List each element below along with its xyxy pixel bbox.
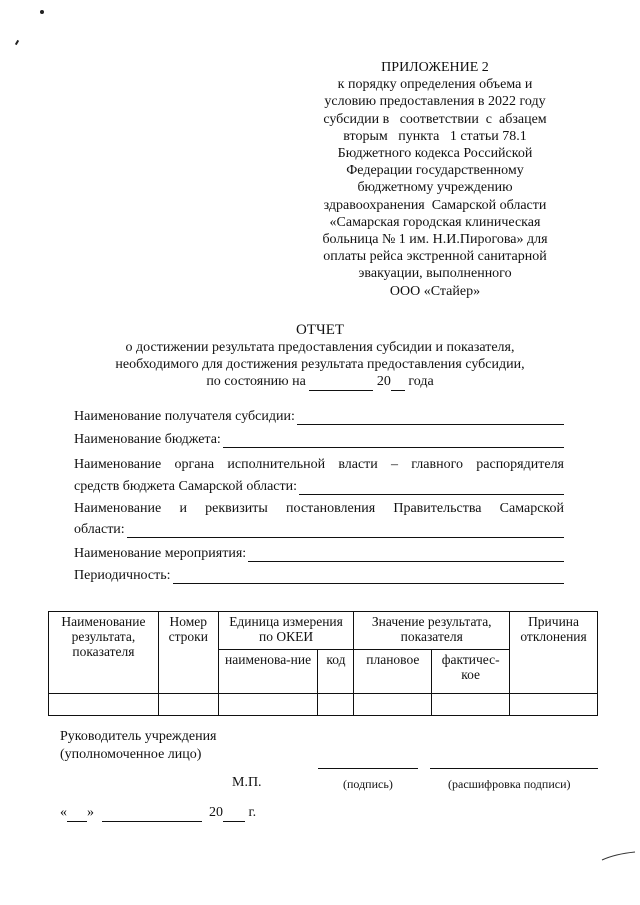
appendix-line: ПРИЛОЖЕНИЕ 2	[381, 60, 489, 75]
budget-label: Наименование бюджета:	[74, 432, 221, 447]
budget-blank[interactable]	[223, 433, 564, 448]
decoding-caption: (расшифровка подписи)	[448, 777, 571, 791]
authority-field[interactable]	[74, 479, 564, 495]
authority-label-line1: Наименование органа исполнительной власти – главного распорядителя	[74, 457, 564, 472]
header-value: Значение результата, показателя	[354, 612, 510, 650]
authority-blank[interactable]	[299, 480, 564, 495]
appendix-line: «Самарская городская клиническая	[329, 214, 541, 230]
periodicity-field[interactable]	[74, 568, 564, 584]
resolution-blank[interactable]	[127, 523, 564, 538]
scan-mark	[600, 848, 640, 868]
appendix-line: к порядку определения объема и	[337, 77, 533, 93]
report-date-suffix: года	[408, 374, 434, 389]
resolution-field[interactable]	[74, 522, 564, 538]
stamp-label: М.П.	[232, 775, 262, 790]
report-date-year: 20	[376, 374, 391, 389]
appendix-line: условию предоставления в 2022 году	[324, 94, 546, 110]
periodicity-label: Периодичность:	[74, 568, 171, 583]
date-month-blank[interactable]	[102, 805, 202, 822]
header-value-planned: плановое	[354, 650, 432, 694]
signature-caption: (подпись)	[343, 777, 393, 791]
decoding-blank[interactable]	[430, 768, 598, 769]
authority-label-line2: средств бюджета Самарской области:	[74, 479, 298, 494]
report-title: ОТЧЕТ	[295, 322, 345, 338]
budget-field[interactable]	[74, 432, 564, 448]
appendix-line: вторым пункта 1 статьи 78.1	[343, 128, 527, 144]
event-field[interactable]	[74, 546, 564, 562]
table-cell[interactable]	[49, 694, 159, 716]
appendix-line: эвакуации, выполненного	[358, 266, 512, 282]
date-line	[60, 805, 256, 822]
recipient-blank[interactable]	[297, 410, 564, 425]
table-cell[interactable]	[318, 694, 354, 716]
header-result: Наименование результата, показателя	[49, 612, 159, 694]
table-cell[interactable]	[432, 694, 510, 716]
appendix-line: Федерации государственному	[346, 163, 524, 179]
header-value-actual: фактичес-кое	[432, 650, 510, 694]
date-suffix: г.	[248, 805, 257, 820]
header-unit-name: наименова-ние	[218, 650, 318, 694]
report-date-line	[60, 373, 580, 391]
appendix-line: больница № 1 им. Н.И.Пирогова» для	[322, 232, 548, 248]
table-cell[interactable]	[218, 694, 318, 716]
report-subtitle-line: о достижении результата предоставления субсидии и показателя,	[125, 340, 515, 355]
appendix-line: здравоохранения Самарской области	[323, 197, 547, 213]
table-cell[interactable]	[510, 694, 598, 716]
header-reason: Причина отклонения	[510, 612, 598, 694]
head-label-line1: Руководитель учреждения	[60, 729, 217, 744]
report-subtitle	[60, 339, 580, 391]
date-year-blank[interactable]	[223, 805, 245, 822]
scan-mark	[15, 40, 19, 45]
appendix-line: оплаты рейса экстренной санитарной	[323, 249, 547, 265]
header-unit: Единица измерения по ОКЕИ	[218, 612, 354, 650]
report-subtitle-line: необходимого для достижения результата предоставления субсидии,	[115, 357, 525, 372]
periodicity-blank[interactable]	[173, 569, 564, 584]
table-row[interactable]	[49, 694, 598, 716]
resolution-label-line1: Наименование и реквизиты постановления Правительства Самарской	[74, 501, 564, 516]
header-row-number: Номер строки	[158, 612, 218, 694]
resolution-label-line2: области:	[74, 522, 125, 537]
report-year-blank[interactable]	[391, 373, 405, 391]
table-header-row	[49, 612, 598, 650]
appendix-line: бюджетному учреждению	[357, 180, 513, 196]
head-label-line2: (уполномоченное лицо)	[60, 747, 202, 762]
appendix-line: Бюджетного кодекса Российской	[337, 146, 533, 162]
table-cell[interactable]	[158, 694, 218, 716]
report-date-blank[interactable]	[309, 373, 373, 391]
recipient-label: Наименование получателя субсидии:	[74, 409, 295, 424]
appendix-line: ООО «Стайер»	[389, 283, 481, 299]
recipient-field[interactable]	[74, 409, 564, 425]
event-label: Наименование мероприятия:	[74, 546, 247, 561]
date-day-blank[interactable]	[67, 805, 87, 822]
date-close-quote: »	[87, 805, 94, 820]
scan-mark	[40, 10, 44, 14]
appendix-header	[290, 59, 580, 300]
appendix-line: субсидии в соответствии с абзацем	[323, 111, 547, 127]
header-unit-code: код	[318, 650, 354, 694]
signature-blank[interactable]	[318, 768, 418, 769]
table-cell[interactable]	[354, 694, 432, 716]
report-table	[48, 611, 598, 716]
report-date-prefix: по состоянию на	[206, 374, 306, 389]
date-year-prefix: 20	[209, 805, 223, 820]
date-open-quote: «	[60, 805, 67, 820]
event-blank[interactable]	[248, 547, 564, 562]
